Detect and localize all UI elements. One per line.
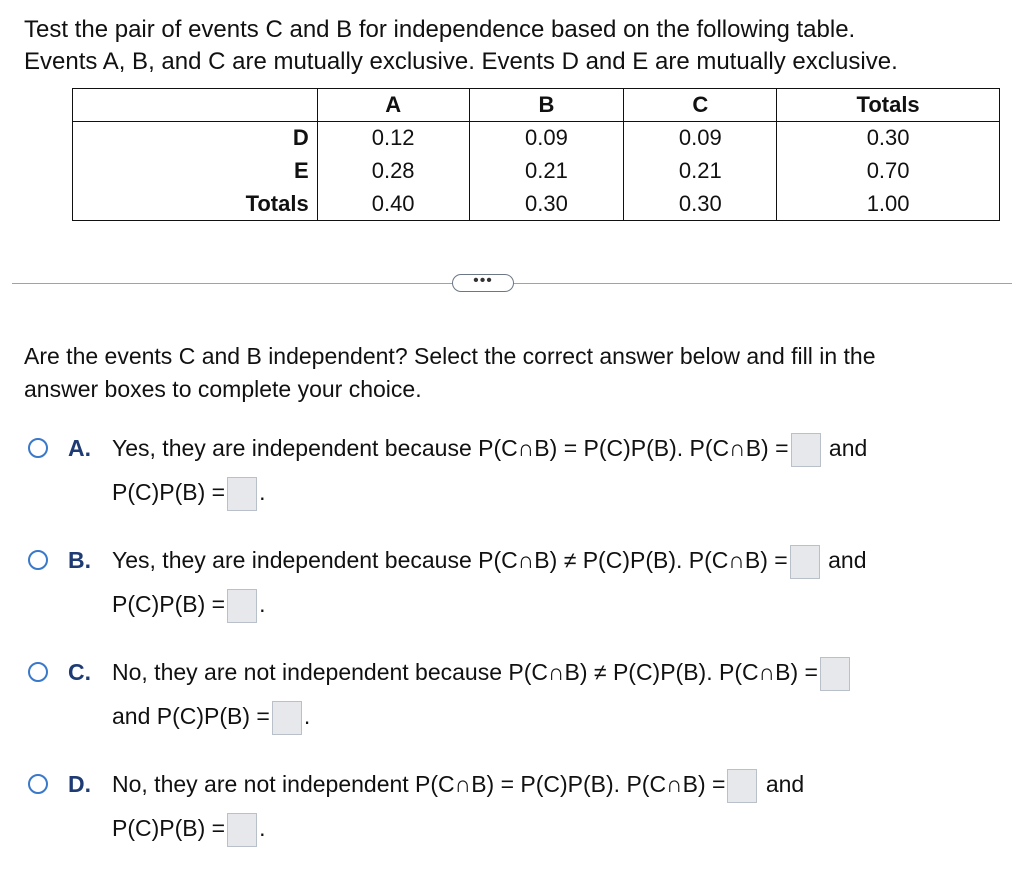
table-header-blank	[73, 89, 318, 122]
cell-d-b: 0.09	[469, 122, 624, 155]
option-c-product-input[interactable]	[272, 701, 302, 735]
problem-statement	[24, 14, 1004, 78]
option-c-statement: No, they are not independent because P(C∩B) ≠ P(C)P(B). P(C∩B) =	[112, 659, 818, 685]
option-d[interactable]	[28, 762, 988, 852]
option-b-period: .	[259, 591, 266, 617]
question-prompt	[24, 340, 1004, 406]
option-c-pcb-input[interactable]	[820, 657, 850, 691]
option-d-statement: No, they are not independent P(C∩B) = P(C)P(B). P(C∩B) =	[112, 771, 726, 797]
cell-d-totals: 0.30	[777, 122, 1000, 155]
option-d-period: .	[259, 815, 266, 841]
table-row	[73, 188, 1000, 221]
option-a-product-input[interactable]	[227, 477, 257, 511]
table-header-c: C	[624, 89, 777, 122]
option-d-product-input[interactable]	[227, 813, 257, 847]
option-d-product-label: P(C)P(B) =	[112, 815, 226, 841]
table-row	[73, 122, 1000, 155]
option-b-and: and	[828, 547, 867, 573]
option-d-text	[112, 762, 804, 850]
cell-e-totals: 0.70	[777, 155, 1000, 188]
option-a-pcb-input[interactable]	[791, 433, 821, 467]
option-b-product-label: P(C)P(B) =	[112, 591, 226, 617]
option-a-and: and	[828, 435, 868, 461]
option-d-pcb-input[interactable]	[727, 769, 757, 803]
option-c-period: .	[303, 703, 311, 729]
option-a-radio[interactable]	[28, 438, 48, 458]
table-header-a: A	[317, 89, 469, 122]
cell-totals-a: 0.40	[317, 188, 469, 221]
problem-line-1: Test the pair of events C and B for independence based on the following table.	[24, 16, 856, 43]
table-header-row	[73, 89, 1000, 122]
option-c-radio[interactable]	[28, 662, 48, 682]
question-line-2: answer boxes to complete your choice.	[24, 376, 422, 402]
option-d-letter: D.	[68, 771, 91, 797]
option-b-letter: B.	[68, 547, 91, 573]
option-a-letter: A.	[68, 435, 91, 461]
table-header-totals: Totals	[777, 89, 1000, 122]
probability-table	[72, 88, 1000, 221]
option-b-product-input[interactable]	[227, 589, 257, 623]
option-b-pcb-input[interactable]	[790, 545, 820, 579]
option-b[interactable]	[28, 538, 988, 628]
cell-e-a: 0.28	[317, 155, 469, 188]
option-c[interactable]	[28, 650, 988, 740]
option-c-product-label: and P(C)P(B) =	[112, 703, 270, 729]
cell-e-c: 0.21	[624, 155, 777, 188]
option-a-text	[112, 426, 867, 514]
option-a[interactable]	[28, 426, 988, 516]
cell-totals-b: 0.30	[469, 188, 624, 221]
table-header-b: B	[469, 89, 624, 122]
row-label-totals: Totals	[73, 188, 318, 221]
cell-totals-totals: 1.00	[777, 188, 1000, 221]
option-d-radio[interactable]	[28, 774, 48, 794]
option-a-statement: Yes, they are independent because P(C∩B) = P(C)P(B). P(C∩B) =	[112, 435, 789, 461]
option-a-product-label: P(C)P(B) =	[112, 479, 226, 505]
option-c-letter: C.	[68, 659, 91, 685]
table-row	[73, 155, 1000, 188]
option-a-period: .	[259, 479, 266, 505]
option-c-text	[112, 650, 852, 738]
option-d-and: and	[765, 771, 805, 797]
problem-line-2: Events A, B, and C are mutually exclusive. Events D and E are mutually exclusive.	[24, 48, 898, 75]
question-line-1: Are the events C and B independent? Select the correct answer below and fill in the	[24, 343, 876, 369]
cell-d-a: 0.12	[317, 122, 469, 155]
cell-e-b: 0.21	[469, 155, 624, 188]
option-b-text	[112, 538, 866, 626]
option-b-radio[interactable]	[28, 550, 48, 570]
row-label-e: E	[73, 155, 318, 188]
cell-totals-c: 0.30	[624, 188, 777, 221]
option-b-statement: Yes, they are independent because P(C∩B) ≠ P(C)P(B). P(C∩B) =	[112, 547, 788, 573]
row-label-d: D	[73, 122, 318, 155]
expand-more-button[interactable]: •••	[452, 274, 514, 292]
cell-d-c: 0.09	[624, 122, 777, 155]
